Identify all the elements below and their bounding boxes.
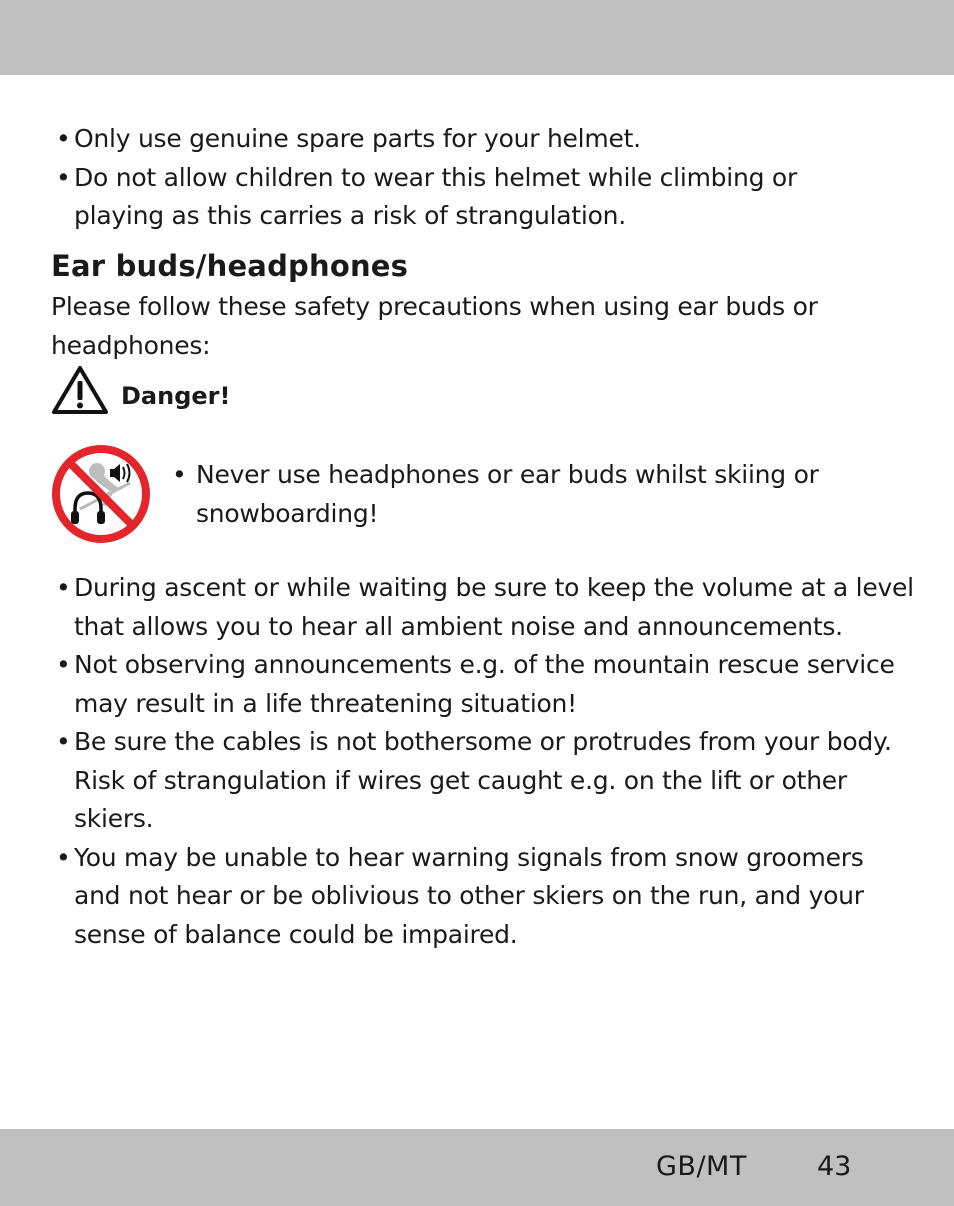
bottom-bullet-list bbox=[56, 569, 916, 954]
list-item-text: You may be unable to hear warning signals from snow groomers and not hear or be oblivious to other skiers on the run, and your sense of balance could be impaired. bbox=[74, 842, 864, 949]
list-item: • Be sure the cables is not bothersome or protrudes from your body. Risk of strangulation if wires get caught e.g. on the lift or other skiers. bbox=[56, 727, 892, 833]
danger-bullet-text: Never use headphones or ear buds whilst skiing or snowboarding! bbox=[196, 460, 819, 528]
list-item-text: Be sure the cables is not bothersome or protrudes from your body. Risk of strangulation if wires get caught e.g. on the lift or other skiers. bbox=[74, 727, 892, 833]
list-item: • Do not allow children to wear this helmet while climbing or playing as this carries a risk of strangulation. bbox=[56, 162, 797, 230]
danger-label: Danger! bbox=[121, 382, 231, 410]
list-item-text: Only use genuine spare parts for your helmet. bbox=[74, 124, 641, 153]
list-item-text: Do not allow children to wear this helmet while climbing or playing as this carries a risk of strangulation. bbox=[74, 162, 797, 230]
warning-triangle-icon bbox=[51, 365, 109, 415]
top-bullet-list bbox=[56, 120, 816, 236]
footer-bar bbox=[0, 1129, 954, 1206]
section-intro: Please follow these safety precautions when using ear buds or headphones: bbox=[51, 292, 818, 360]
footer-locale: GB/MT bbox=[656, 1151, 747, 1182]
list-item: • During ascent or while waiting be sure to keep the volume at a level that allows you to hear all ambient noise and announcements. bbox=[56, 573, 914, 641]
list-item: • Only use genuine spare parts for your helmet. bbox=[56, 124, 641, 153]
list-item-text: Not observing announcements e.g. of the mountain rescue service may result in a life threatening situation! bbox=[74, 650, 895, 718]
list-item-text: During ascent or while waiting be sure to keep the volume at a level that allows you to hear all ambient noise and announcements. bbox=[74, 573, 914, 641]
danger-bullet: • Never use headphones or ear buds whilst skiing or snowboarding! bbox=[172, 460, 819, 528]
list-item: • You may be unable to hear warning signals from snow groomers and not hear or be oblivious to other skiers on the run, and your sense of balance could be impaired. bbox=[56, 842, 864, 949]
section-heading: Ear buds/headphones bbox=[51, 249, 409, 283]
list-item: • Not observing announcements e.g. of the mountain rescue service may result in a life threatening situation! bbox=[56, 650, 895, 718]
page-number: 43 bbox=[817, 1151, 852, 1182]
no-headphones-icon bbox=[50, 443, 152, 545]
header-bar bbox=[0, 0, 954, 75]
